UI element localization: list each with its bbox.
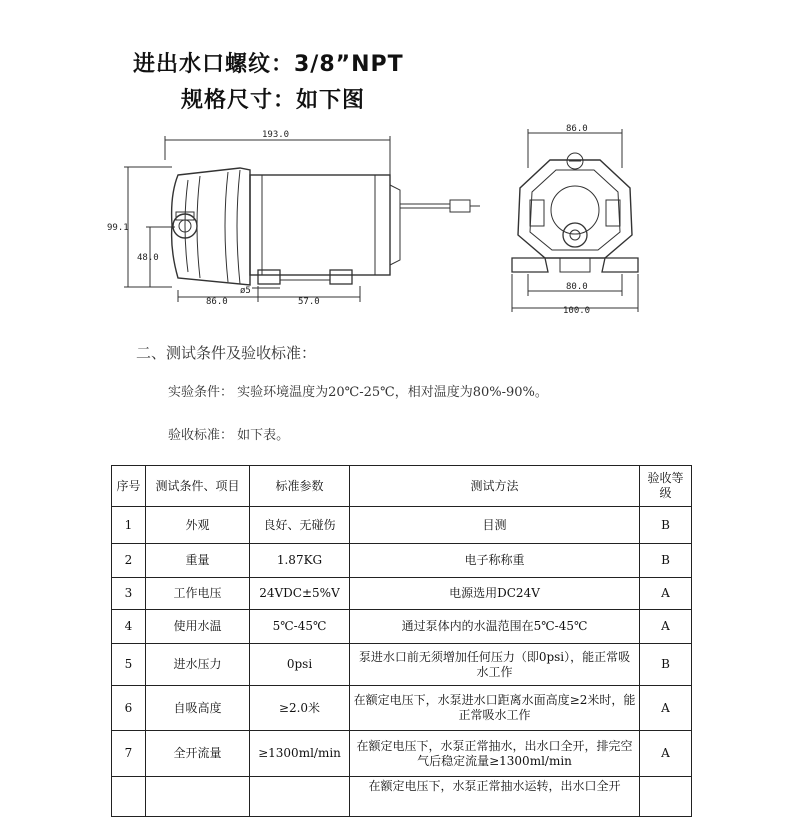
cell-standard: ≥2.0米 [250, 686, 350, 731]
header-grade: 验收等级 [640, 466, 692, 507]
dim-base-b: 57.0 [298, 297, 320, 307]
cell-method: 电源选用DC24V [350, 578, 640, 610]
cell-no: 4 [112, 610, 146, 644]
table-row [112, 731, 692, 777]
header-standard: 标准参数 [250, 466, 350, 507]
cell-standard: 5℃-45℃ [250, 610, 350, 644]
table-row [112, 578, 692, 610]
dim-base-width: 100.0 [563, 306, 591, 316]
dim-mount-width: 80.0 [566, 282, 588, 292]
cell-item: 自吸高度 [146, 686, 250, 731]
cell-standard [250, 777, 350, 817]
cell-grade: B [640, 544, 692, 578]
dimension-spec-heading: 规格尺寸：如下图 [181, 88, 366, 113]
cell-method: 在额定电压下，水泵正常抽水，出水口全开，排完空气后稳定流量≥1300ml/min [350, 731, 640, 777]
cell-method: 在额定电压下，水泵进水口距离水面高度≥2米时，能正常吸水工作 [350, 686, 640, 731]
test-conditions: 实验条件： 实验环境温度为20℃-25℃，相对温度为80%-90%。 [168, 385, 548, 400]
cell-grade: A [640, 610, 692, 644]
header-item: 测试条件、项目 [146, 466, 250, 507]
cell-item: 工作电压 [146, 578, 250, 610]
test-standards-table [111, 465, 692, 817]
table-row [112, 610, 692, 644]
cell-item: 重量 [146, 544, 250, 578]
cell-no: 3 [112, 578, 146, 610]
table-row [112, 544, 692, 578]
table-row [112, 777, 692, 817]
dim-top-width: 86.0 [566, 124, 588, 134]
cell-item [146, 777, 250, 817]
table-row [112, 686, 692, 731]
cell-standard: 1.87KG [250, 544, 350, 578]
dim-base-a: 86.0 [206, 297, 228, 307]
cell-grade: B [640, 644, 692, 686]
table-row [112, 507, 692, 544]
cell-grade: A [640, 686, 692, 731]
cell-method: 目测 [350, 507, 640, 544]
cell-no [112, 777, 146, 817]
cell-method: 在额定电压下，水泵正常抽水运转，出水口全开 [350, 777, 640, 817]
table-header-row [112, 466, 692, 507]
dimension-drawings [0, 118, 800, 328]
header-no: 序号 [112, 466, 146, 507]
cell-no: 2 [112, 544, 146, 578]
cell-standard: 24VDC±5%V [250, 578, 350, 610]
dim-overall-width: 193.0 [262, 130, 290, 140]
cell-item: 全开流量 [146, 731, 250, 777]
cell-method: 通过泵体内的水温范围在5℃-45℃ [350, 610, 640, 644]
cell-grade [640, 777, 692, 817]
cell-no: 7 [112, 731, 146, 777]
dim-height: 99.1 [107, 223, 129, 233]
cell-item: 外观 [146, 507, 250, 544]
dim-inlet-height: 48.0 [137, 253, 159, 263]
dim-hole: ø5 [240, 286, 251, 296]
cell-grade: A [640, 578, 692, 610]
cell-standard: ≥1300ml/min [250, 731, 350, 777]
cell-method: 电子称称重 [350, 544, 640, 578]
acceptance-criteria: 验收标准： 如下表。 [168, 428, 290, 443]
pump-side-view [124, 136, 480, 302]
table-row [112, 644, 692, 686]
cell-grade: A [640, 731, 692, 777]
cell-standard: 0psi [250, 644, 350, 686]
cell-no: 5 [112, 644, 146, 686]
cell-method: 泵进水口前无须增加任何压力（即0psi），能正常吸水工作 [350, 644, 640, 686]
cell-no: 6 [112, 686, 146, 731]
cell-item: 进水压力 [146, 644, 250, 686]
cell-no: 1 [112, 507, 146, 544]
cell-grade: B [640, 507, 692, 544]
cell-item: 使用水温 [146, 610, 250, 644]
section-title: 二、测试条件及验收标准： [136, 344, 317, 362]
thread-spec-heading: 进出水口螺纹：3/8”NPT [133, 52, 404, 77]
cell-standard: 良好、无碰伤 [250, 507, 350, 544]
header-method: 测试方法 [350, 466, 640, 507]
